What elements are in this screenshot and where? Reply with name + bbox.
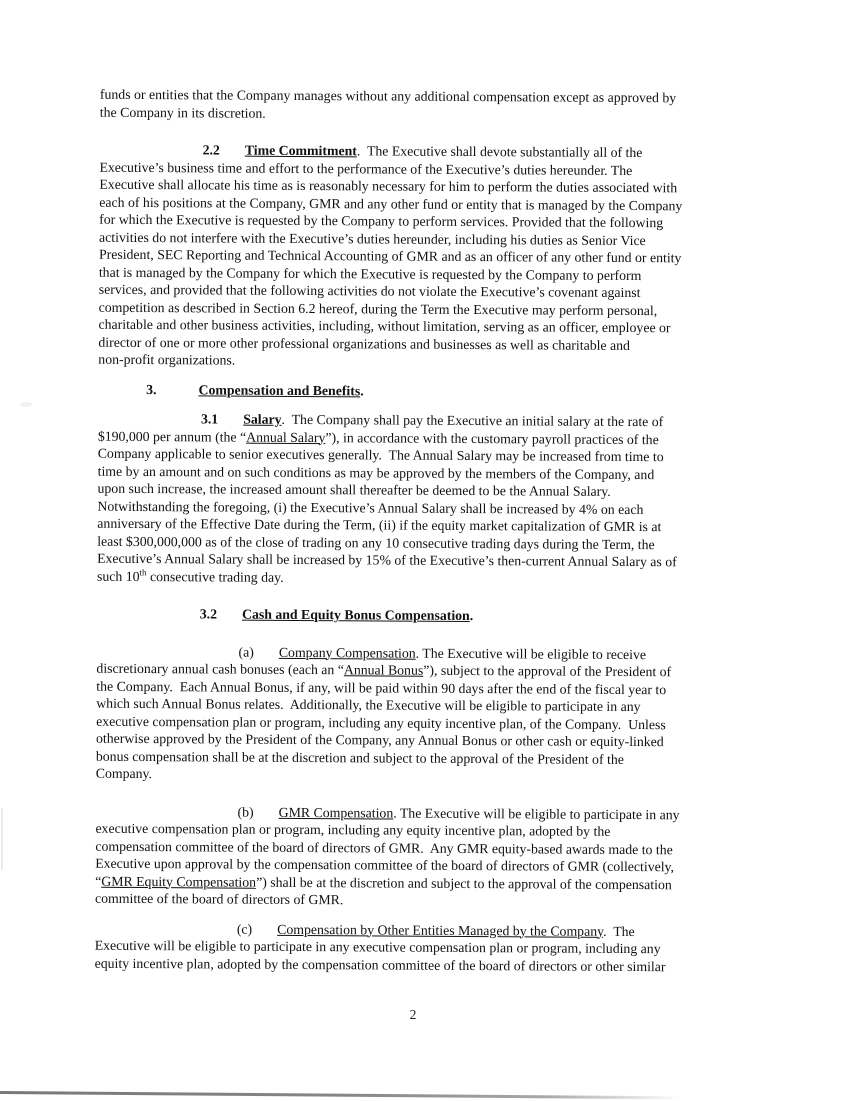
text-segment: Cash and Equity Bonus Compensation [241,606,470,624]
para-funds-continuation [100,86,762,125]
text-segment: that is managed by the Company for which the Executive is requested by the Company to perform [98,264,642,283]
text-segment: . [469,608,474,624]
scan-artifact-streak [1,808,3,870]
text-segment: least $300,000,000 as of the close of trading on any 10 consecutive trading days during the Term, the [97,533,655,552]
para-3-1-salary [97,410,760,589]
text-segment: services, and provided that the following activities do not violate the Executive’s covenant against [98,281,641,301]
text-segment: Compensation by Other Entities Managed by the Company [277,921,604,939]
text-segment: ”), subject to the approval of the President of [423,662,672,680]
text-segment: 3. [146,381,157,397]
text-segment: Salary [243,411,282,427]
text-segment: competition as described in Section 6.2 hereof, during the Term the Executive may perform personal, [98,299,658,318]
text-segment: which such Annual Bonus relates. Additionally, the Executive will be eligible to participate in any [96,695,641,715]
text-segment: GMR Equity Compensation [101,873,257,890]
text-segment: Executive upon approval by the compensation committee of the board of directors of GMR (collectively, [95,855,675,875]
text-segment: . The Executive will be eligible to participate in any [393,805,680,822]
text-segment: for which the Executive is requested by the Company to perform services. Provided that the following [99,211,664,231]
para-3-compensation-and-benefits-heading [98,380,760,402]
scan-artifact-smudge [20,402,32,407]
text-segment: (c) [236,921,253,937]
text-segment: GMR Compensation [278,804,394,821]
text-segment: upon such increase, the increased amount shall thereafter be deemed to be the Annual Salary. [97,480,611,499]
text-segment: ”), in accordance with the customary payroll practices of the [325,429,659,447]
text-segment: Compensation and Benefits [198,381,361,398]
text-segment: Time Commitment [244,142,357,159]
text-segment: non-profit organizations. [98,351,236,368]
text-segment: committee of the board of directors of GMR. [94,890,344,908]
para-a-company-compensation [96,642,759,786]
text-segment: each of his positions at the Company, GMR and any other fund or entity that is managed by the Company [99,194,683,213]
text-segment: Annual Bonus [343,662,424,678]
text-segment: th [139,566,147,577]
text-segment: (a) [238,644,254,660]
text-segment: 3.2 [199,606,218,622]
text-segment: executive compensation plan or program, including any equity incentive plan, adopted by the [95,820,611,839]
text-segment: executive compensation plan or program, including any equity incentive plan, of the Company. Unless [96,713,666,732]
text-segment: funds or entities that the Company manages without any additional compensation except as approved by [99,86,677,106]
text-segment: 3.1 [200,411,219,427]
text-segment: Executive’s Annual Salary shall be increased by 15% of the Executive’s then-current Annual Salary as of [97,550,677,570]
text-segment: . [360,382,364,398]
text-segment: $190,000 per annum (the “ [97,428,247,445]
text-segment: anniversary of the Effective Date during the Term, (ii) if the equity market capitalization of GMR is at [97,515,662,535]
para-2-2-time-commitment [98,141,761,373]
text-segment: . The [603,923,635,939]
para-c-compensation-other-entities [95,919,757,976]
text-segment: Annual Salary [246,429,326,445]
text-segment: time by an amount and on such conditions as may be approved by the members of the Company, and [97,463,655,482]
text-segment: discretionary annual cash bonuses (each an “ [96,660,344,678]
text-segment: consecutive trading day. [146,568,284,585]
text-segment: compensation committee of the board of directors of GMR. Any GMR equity-based awards made to the [95,838,673,857]
text-segment: (b) [237,804,254,820]
text-segment: . The Company shall pay the Executive an initial salary at the rate of [281,411,664,430]
text-segment: Company applicable to senior executives generally. The Annual Salary may be increased from time to [97,445,664,465]
document-body [95,86,762,976]
text-segment: equity incentive plan, adopted by the compensation committee of the board of directors or other similar [94,955,666,974]
text-segment: otherwise approved by the President of the Company, any Annual Bonus or other cash or equity-linked [95,730,664,750]
text-segment: 2.2 [202,142,220,158]
para-b-gmr-compensation [95,802,758,911]
text-segment: President, SEC Reporting and Technical Accounting of GMR and as an officer of any other fund or entity [98,246,682,266]
page-number: 2 [409,1007,417,1022]
text-segment: . The Executive shall devote substantially all of the [356,143,643,161]
text-segment: activities do not interfere with the Executive’s duties hereunder, including his duties as Senior Vice [99,229,646,248]
text-segment: ”) shall be at the discretion and subject to the approval of the compensation [256,874,672,892]
text-segment: the Company in its discretion. [99,104,266,121]
text-segment: director of one or more other professional organizations and businesses as well as charitable and [98,334,631,353]
text-segment: . The Executive will be eligible to receive [415,645,647,662]
scan-artifact-line [0,1091,696,1099]
text-segment: Company Compensation [278,644,416,661]
text-segment: “ [95,873,102,889]
text-segment: the Company. Each Annual Bonus, if any, will be paid within 90 days after the end of the fiscal year to [96,678,667,697]
text-segment: charitable and other business activities, including, without limitation, serving as an officer, employee or [98,316,671,336]
text-segment: Company. [95,765,153,782]
text-segment: Notwithstanding the foregoing, (i) the Executive’s Annual Salary shall be increased by 4% on each [97,498,644,517]
text-segment: bonus compensation shall be at the discretion and subject to the approval of the President of the [95,748,624,767]
text-segment: Executive shall allocate his time as is reasonably necessary for him to perform the duties associated with [99,176,678,196]
text-segment: Executive’s business time and effort to the performance of the Executive’s duties hereunder. The [99,159,633,178]
text-segment: such 10 [96,568,140,584]
text-segment: Executive will be eligible to participate in any executive compensation plan or program, including any [94,937,661,957]
para-3-2-cash-equity-bonus-heading [97,605,759,627]
